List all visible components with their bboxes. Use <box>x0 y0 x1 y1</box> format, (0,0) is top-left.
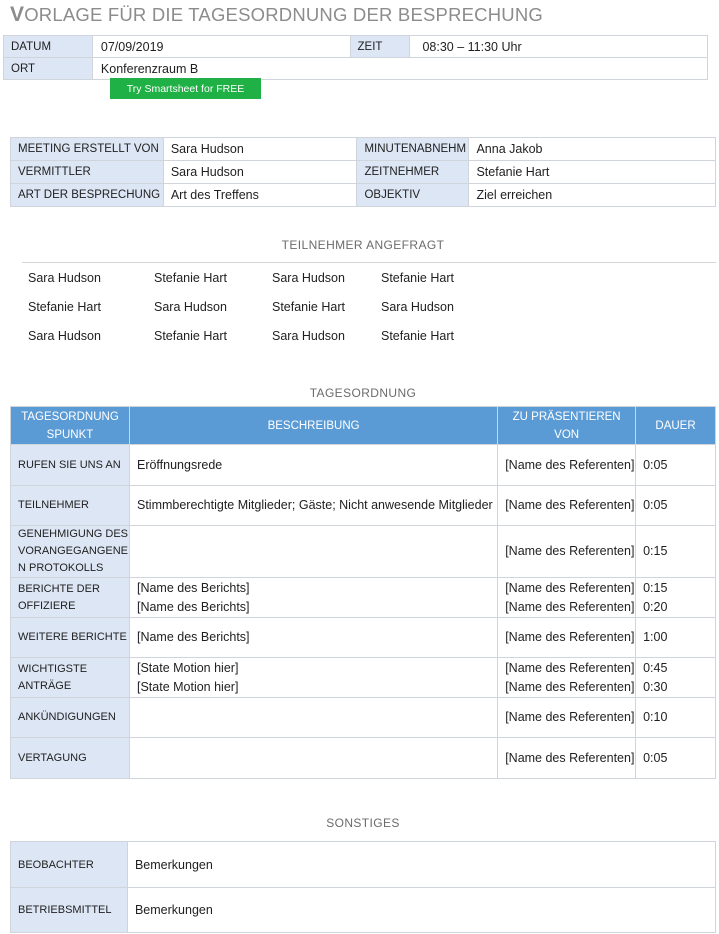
misc-label: BETRIEBSMITTEL <box>11 888 128 933</box>
time-value[interactable]: 08:30 – 11:30 Uhr <box>410 36 708 58</box>
agenda-duration: 0:15 <box>643 580 668 595</box>
misc-title: SONSTIGES <box>326 816 400 830</box>
place-label: ORT <box>4 58 93 80</box>
agenda-row <box>11 526 716 578</box>
agenda-description-cell[interactable] <box>129 578 497 618</box>
attendee-name: Stefanie Hart <box>154 329 227 343</box>
meeting-type-label: ART DER BESPRECHUNG <box>11 184 164 207</box>
agenda-duration-cell[interactable] <box>636 658 716 698</box>
objective-label: OBJEKTIV <box>357 184 469 207</box>
agenda-presenter: [Name des Referenten] <box>505 498 635 512</box>
agenda-description: [Name des Berichts] <box>136 630 250 644</box>
agenda-duration: 0:15 <box>643 544 668 558</box>
time-label: ZEIT <box>350 36 410 58</box>
agenda-header-item: TAGESORDNUNG SPUNKT <box>11 407 130 445</box>
misc-row <box>11 888 716 933</box>
agenda-duration: 0:30 <box>643 679 668 694</box>
misc-row <box>11 842 716 888</box>
attendee-name: Sara Hudson <box>28 329 101 343</box>
agenda-row <box>11 445 716 486</box>
attendees-title: TEILNEHMER ANGEFRAGT <box>281 238 445 252</box>
attendees-divider <box>22 262 716 263</box>
agenda-row <box>11 618 716 658</box>
misc-value[interactable]: Bemerkungen <box>127 842 715 888</box>
try-smartsheet-button[interactable]: Try Smartsheet for FREE <box>110 78 261 99</box>
agenda-duration-cell[interactable] <box>636 526 716 578</box>
facilitator-label: VERMITTLER <box>11 161 164 184</box>
agenda-presenter: [Name des Referenten] <box>505 750 635 765</box>
meeting-info-table <box>10 137 716 207</box>
agenda-item-label: WICHTIGSTE ANTRÄGE <box>11 658 130 698</box>
agenda-row <box>11 698 716 738</box>
date-label: DATUM <box>4 36 93 58</box>
agenda-description-cell[interactable] <box>129 738 497 779</box>
agenda-header-description: BESCHREIBUNG <box>129 407 497 445</box>
agenda-duration: 0:05 <box>643 457 668 472</box>
agenda-duration: 0:05 <box>643 498 668 512</box>
agenda-presenter: [Name des Referenten] <box>505 544 635 558</box>
attendee-name: Stefanie Hart <box>154 271 227 285</box>
agenda-presenter: [Name des Referenten] <box>505 599 635 614</box>
agenda-description: [State Motion hier] <box>136 660 239 675</box>
agenda-description-cell[interactable] <box>129 526 497 578</box>
agenda-header-presenter: ZU PRÄSENTIEREN VON <box>498 407 636 445</box>
agenda-description: [State Motion hier] <box>136 679 239 694</box>
agenda-presenter-cell[interactable] <box>498 698 636 738</box>
agenda-item-label: RUFEN SIE UNS AN <box>11 445 130 486</box>
agenda-description-cell[interactable] <box>129 486 497 526</box>
agenda-presenter-cell[interactable] <box>498 618 636 658</box>
agenda-duration-cell[interactable] <box>636 486 716 526</box>
agenda-presenter: [Name des Referenten] <box>505 710 635 724</box>
agenda-presenter: [Name des Referenten] <box>505 457 635 472</box>
minutes-taker-value[interactable]: Anna Jakob <box>469 138 716 161</box>
attendee-name: Stefanie Hart <box>381 271 454 285</box>
agenda-presenter: [Name des Referenten] <box>505 580 635 595</box>
agenda-description-cell[interactable] <box>129 698 497 738</box>
attendee-name: Sara Hudson <box>381 300 454 314</box>
agenda-item-label: VERTAGUNG <box>11 738 130 779</box>
agenda-duration: 0:45 <box>643 660 668 675</box>
date-value[interactable]: 07/09/2019 <box>92 36 350 58</box>
agenda-presenter: [Name des Referenten] <box>505 679 635 694</box>
misc-label: BEOBACHTER <box>11 842 128 888</box>
agenda-item-label: TEILNEHMER <box>11 486 130 526</box>
attendee-name: Stefanie Hart <box>381 329 454 343</box>
misc-table <box>10 841 716 933</box>
agenda-duration-cell[interactable] <box>636 618 716 658</box>
agenda-title: TAGESORDNUNG <box>309 386 417 400</box>
objective-value[interactable]: Ziel erreichen <box>469 184 716 207</box>
agenda-description-cell[interactable] <box>129 445 497 486</box>
agenda-presenter-cell[interactable] <box>498 578 636 618</box>
agenda-duration: 0:20 <box>643 599 668 614</box>
agenda-duration: 0:05 <box>643 750 668 765</box>
timekeeper-label: ZEITNEHMER <box>357 161 469 184</box>
agenda-duration: 1:00 <box>643 630 668 644</box>
agenda-presenter-cell[interactable] <box>498 526 636 578</box>
facilitator-value[interactable]: Sara Hudson <box>163 161 357 184</box>
agenda-description-cell[interactable] <box>129 618 497 658</box>
agenda-presenter: [Name des Referenten] <box>505 630 635 644</box>
agenda-presenter-cell[interactable] <box>498 445 636 486</box>
minutes-taker-label: MINUTENABNEHM <box>357 138 469 161</box>
agenda-duration: 0:10 <box>643 710 668 724</box>
agenda-item-label: BERICHTE DER OFFIZIERE <box>11 578 130 618</box>
agenda-description: Stimmberechtigte Mitglieder; Gäste; Nicht anwesende Mitglieder <box>136 498 493 512</box>
agenda-item-label: ANKÜNDIGUNGEN <box>11 698 130 738</box>
place-value[interactable]: Konferenzraum B <box>92 58 707 80</box>
agenda-duration-cell[interactable] <box>636 578 716 618</box>
agenda-presenter-cell[interactable] <box>498 486 636 526</box>
attendee-name: Sara Hudson <box>272 271 345 285</box>
agenda-item-label: WEITERE BERICHTE <box>11 618 130 658</box>
agenda-row <box>11 578 716 618</box>
meeting-type-value[interactable]: Art des Treffens <box>163 184 357 207</box>
agenda-row <box>11 486 716 526</box>
agenda-header-duration: DAUER <box>636 407 716 445</box>
agenda-item-label: GENEHMIGUNG DES VORANGEGANGENE N PROTOKOLLS <box>11 526 130 578</box>
agenda-table <box>10 406 716 779</box>
attendee-name: Sara Hudson <box>28 271 101 285</box>
agenda-description: [Name des Berichts] <box>136 599 250 614</box>
attendee-name: Sara Hudson <box>272 329 345 343</box>
agenda-description: Eröffnungsrede <box>136 457 223 472</box>
misc-value[interactable]: Bemerkungen <box>127 888 715 933</box>
attendee-name: Stefanie Hart <box>28 300 101 314</box>
created-by-label: MEETING ERSTELLT VON <box>11 138 164 161</box>
agenda-duration-cell[interactable] <box>636 738 716 779</box>
timekeeper-value[interactable]: Stefanie Hart <box>469 161 716 184</box>
agenda-row <box>11 658 716 698</box>
agenda-presenter-cell[interactable] <box>498 738 636 779</box>
agenda-description: [Name des Berichts] <box>136 580 250 595</box>
attendee-name: Stefanie Hart <box>272 300 345 314</box>
agenda-description-cell[interactable] <box>129 658 497 698</box>
attendee-name: Sara Hudson <box>154 300 227 314</box>
page-title <box>10 3 543 27</box>
meeting-header-table <box>3 35 708 80</box>
title-rest: ORLAGE FÜR DIE TAGESORDNUNG DER BESPRECHUNG <box>24 4 544 25</box>
agenda-duration-cell[interactable] <box>636 698 716 738</box>
title-initial: V <box>10 3 25 26</box>
agenda-presenter-cell[interactable] <box>498 658 636 698</box>
agenda-row <box>11 738 716 779</box>
created-by-value[interactable]: Sara Hudson <box>163 138 357 161</box>
agenda-presenter: [Name des Referenten] <box>505 660 635 675</box>
agenda-duration-cell[interactable] <box>636 445 716 486</box>
